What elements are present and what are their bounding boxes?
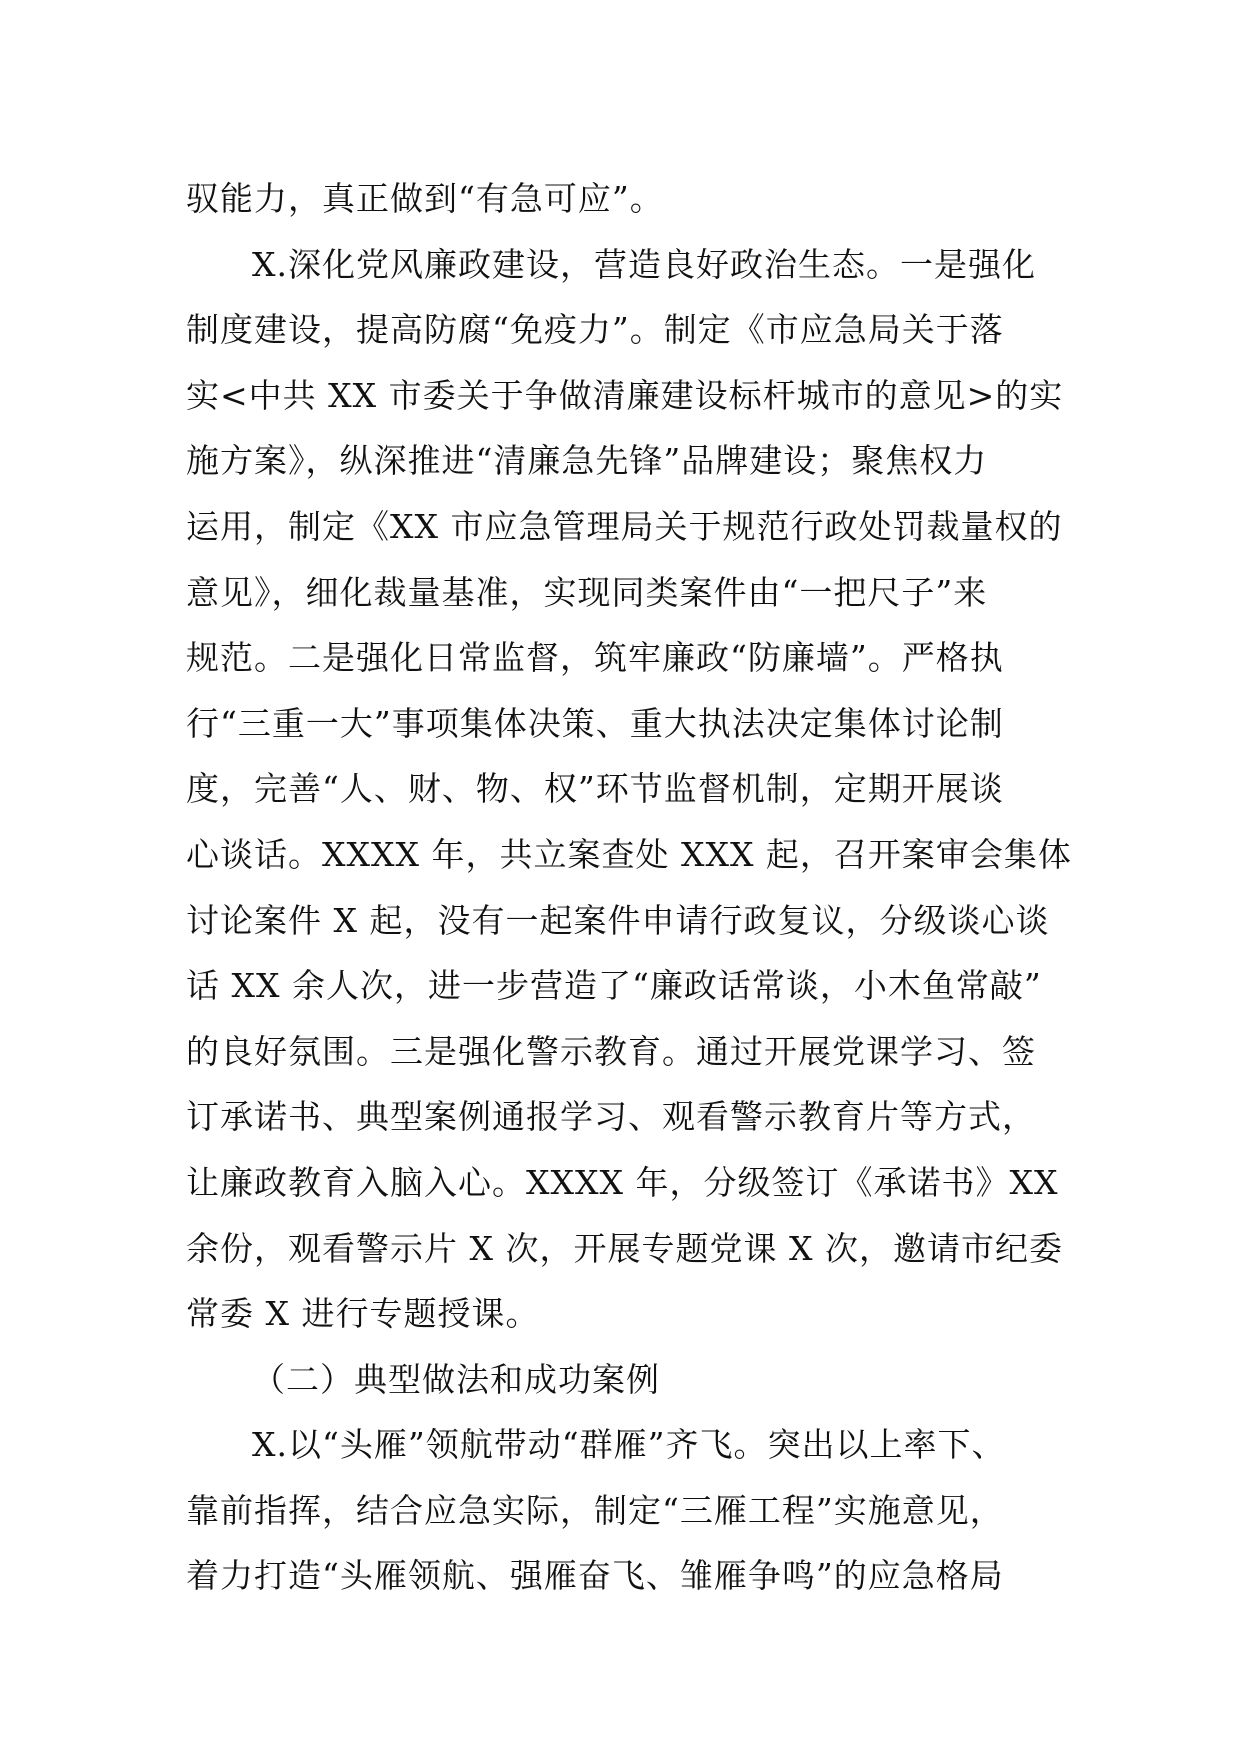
paragraph-start-line: X.以“头雁”领航带动“群雁”齐飞。突出以上率下、 xyxy=(252,1425,1006,1465)
text-line: 让廉政教育入脑入心。XXXX 年，分级签订《承诺书》XX xyxy=(186,1162,1059,1202)
text-line: 规范。二是强化日常监督，筑牢廉政“防廉墙”。严格执 xyxy=(186,638,1004,678)
text-line: 的良好氛围。三是强化警示教育。通过开展党课学习、签 xyxy=(186,1031,1036,1071)
text-line: 靠前指挥，结合应急实际，制定“三雁工程”实施意见， xyxy=(186,1490,1004,1530)
text-line: 话 XX 余人次，进一步营造了“廉政话常谈，小木鱼常敲” xyxy=(186,966,1042,1006)
text-line: 度，完善“人、财、物、权”环节监督机制，定期开展谈 xyxy=(186,769,1004,809)
text-line: 行“三重一大”事项集体决策、重大执法决定集体讨论制 xyxy=(186,703,1004,743)
paragraph-start-line: X.深化党风廉政建设，营造良好政治生态。一是强化 xyxy=(252,244,1036,284)
text-line: 常委 X 进行专题授课。 xyxy=(186,1294,540,1334)
text-line: 着力打造“头雁领航、强雁奋飞、雏雁争鸣”的应急格局 xyxy=(186,1556,1004,1596)
text-line: 余份，观看警示片 X 次，开展专题党课 X 次，邀请市纪委 xyxy=(186,1228,1063,1268)
text-line: 制度建设，提高防腐“免疫力”。制定《市应急局关于落 xyxy=(186,310,1004,350)
text-line: 心谈话。XXXX 年，共立案查处 XXX 起，召开案审会集体 xyxy=(186,834,1072,874)
body-text xyxy=(186,166,1072,1609)
text-line: 意见》，细化裁量基准，实现同类案件由“一把尺子”来 xyxy=(186,572,988,612)
text-line: 实<中共 XX 市委关于争做清廉建设标杆城市的意见>的实 xyxy=(186,375,1064,415)
text-line: 施方案》，纵深推进“清廉急先锋”品牌建设；聚焦权力 xyxy=(186,441,988,481)
text-line: 驭能力，真正做到“有急可应”。 xyxy=(186,179,664,218)
text-line: 运用，制定《XX 市应急管理局关于规范行政处罚裁量权的 xyxy=(186,506,1063,546)
text-line: 讨论案件 X 起，没有一起案件申请行政复议，分级谈心谈 xyxy=(186,900,1050,940)
text-line: 订承诺书、典型案例通报学习、观看警示教育片等方式， xyxy=(186,1097,1036,1137)
section-heading: （二）典型做法和成功案例 xyxy=(252,1359,660,1399)
